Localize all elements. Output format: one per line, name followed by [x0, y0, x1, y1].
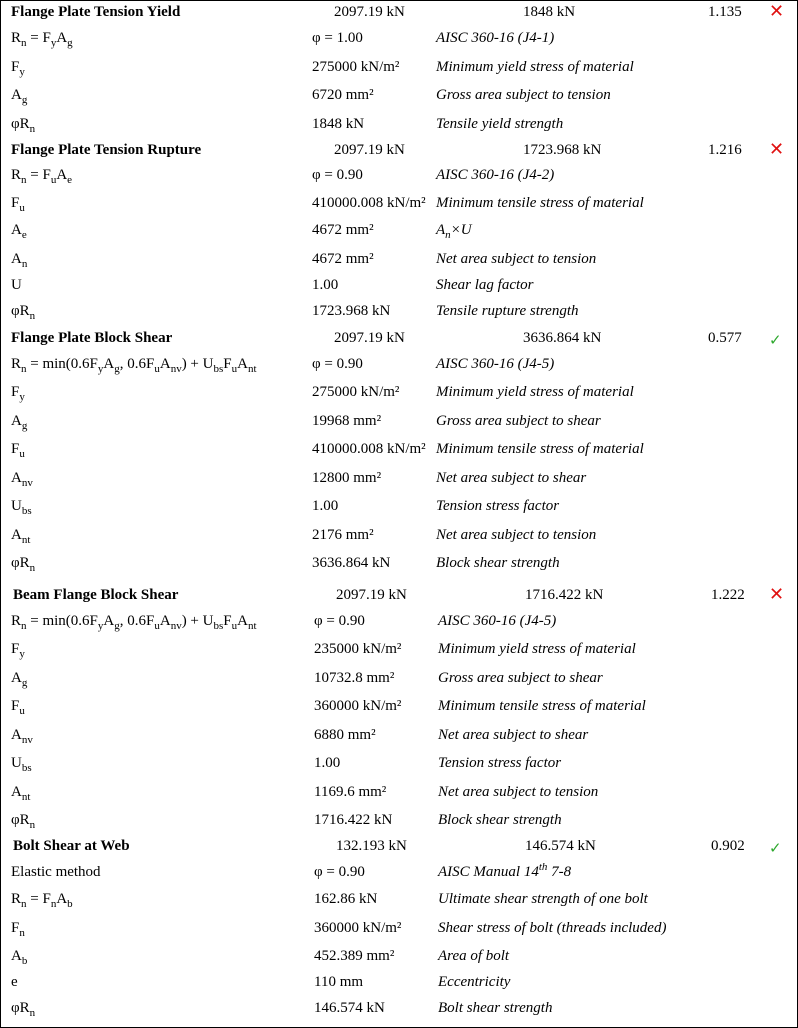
param-row	[1, 781, 797, 809]
param-row	[1, 410, 797, 438]
param-value: 4672 mm²	[312, 222, 374, 238]
symbol-e: e	[11, 974, 18, 990]
param-desc: Minimum yield stress of material	[436, 59, 634, 75]
formula-rn: $R_n = F_uA_e$	[11, 167, 73, 186]
symbol-ag: $A_g$	[11, 670, 28, 689]
symbol-ag: $A_g$	[11, 413, 28, 432]
phi-value: φ = 0.90	[314, 864, 365, 880]
param-row	[1, 945, 797, 973]
param-desc: Minimum yield stress of material	[438, 641, 636, 657]
param-desc: Gross area subject to shear	[438, 670, 603, 686]
symbol-fu: $F_u$	[11, 698, 25, 717]
phi-value: φ = 1.00	[312, 30, 363, 46]
capacity-value: 1723.968 kN	[523, 142, 602, 158]
param-desc: Shear lag factor	[436, 277, 534, 293]
param-desc: Net area subject to tension	[436, 527, 597, 543]
symbol-fu: $F_u$	[11, 441, 25, 460]
demand-value: 2097.19 kN	[334, 142, 405, 158]
reference: AISC 360-16 (J4-2)	[436, 167, 555, 183]
symbol-phi-rn: $\varphi R_n$	[11, 555, 36, 574]
section-header	[1, 835, 797, 863]
reference	[438, 861, 572, 881]
demand-value: 2097.19 kN	[334, 330, 405, 346]
formula-row	[1, 353, 797, 381]
pass-check-icon: ✓	[769, 333, 782, 349]
param-row	[1, 667, 797, 695]
formula-row	[1, 164, 797, 192]
param-row	[1, 84, 797, 112]
formula-row	[1, 610, 797, 638]
param-row	[1, 381, 797, 409]
ratio-value: 1.216	[708, 142, 742, 158]
section-title: Beam Flange Block Shear	[13, 587, 179, 603]
symbol-fy: $F_y$	[11, 59, 25, 78]
param-value: 146.574 kN	[314, 1000, 385, 1016]
formula-rn: $R_n = F_nA_b$	[11, 891, 73, 910]
param-desc: Block shear strength	[438, 812, 562, 828]
param-desc: Tensile yield strength	[436, 116, 564, 132]
param-desc: Shear stress of bolt (threads included)	[438, 920, 667, 936]
symbol-phi-rn: $\varphi R_n$	[11, 303, 36, 322]
demand-value: 2097.19 kN	[334, 4, 405, 20]
demand-value: 132.193 kN	[336, 838, 407, 854]
param-row	[1, 638, 797, 666]
pass-check-icon: ✓	[769, 841, 782, 857]
param-desc: Tensile rupture strength	[436, 303, 579, 319]
param-row	[1, 248, 797, 276]
param-row	[1, 917, 797, 945]
param-row	[1, 300, 797, 328]
reference-superscript: th	[538, 861, 548, 873]
param-desc: Net area subject to tension	[438, 784, 599, 800]
param-row	[1, 219, 797, 247]
method-label: Elastic method	[11, 864, 101, 880]
param-row	[1, 467, 797, 495]
param-desc: Bolt shear strength	[438, 1000, 553, 1016]
param-desc: Tension stress factor	[438, 755, 562, 771]
reference-text: AISC Manual 14th 7-8	[438, 861, 572, 880]
param-desc: Tension stress factor	[436, 498, 560, 514]
param-value: 1723.968 kN	[312, 303, 391, 319]
param-value: 410000.008 kN/m²	[312, 441, 426, 457]
param-value: 2176 mm²	[312, 527, 374, 543]
section-header	[1, 139, 797, 167]
symbol-ubs: $U_{bs}$	[11, 755, 32, 774]
symbol-fy: $F_y$	[11, 384, 25, 403]
param-desc: Ultimate shear strength of one bolt	[438, 891, 648, 907]
ratio-value: 0.577	[708, 330, 742, 346]
param-value: 110 mm	[314, 974, 364, 990]
symbol-an: $A_n$	[11, 251, 28, 270]
param-desc: Gross area subject to tension	[436, 87, 611, 103]
param-value: 1.00	[314, 755, 341, 771]
formula-row	[1, 888, 797, 916]
param-value: 6880 mm²	[314, 727, 376, 743]
param-desc: Net area subject to shear	[438, 727, 589, 743]
symbol-phi-rn: $\varphi R_n$	[11, 1000, 36, 1019]
param-value: 1169.6 mm²	[314, 784, 387, 800]
param-value: 235000 kN/m²	[314, 641, 402, 657]
param-value: 10732.8 mm²	[314, 670, 395, 686]
formula-rn: $R_n = \min(0.6F_yA_g$, $0.6F_uA_{nv}) + U_{bs}F_uA_{nt}$	[11, 356, 257, 375]
param-desc: Net area subject to shear	[436, 470, 587, 486]
param-value: 3636.864 kN	[312, 555, 391, 571]
fail-x-icon: ✕	[769, 139, 785, 159]
param-row	[1, 695, 797, 723]
section-title: Flange Plate Block Shear	[11, 330, 173, 346]
param-row	[1, 552, 797, 580]
param-row	[1, 861, 797, 889]
param-value: 6720 mm²	[312, 87, 374, 103]
param-row	[1, 524, 797, 552]
fail-x-icon: ✕	[769, 584, 785, 604]
param-desc: Minimum tensile stress of material	[436, 441, 644, 457]
param-desc: Minimum yield stress of material	[436, 384, 634, 400]
reference: AISC 360-16 (J4-5)	[438, 613, 557, 629]
demand-value: 2097.19 kN	[336, 587, 407, 603]
symbol-phi-rn: $\varphi R_n$	[11, 812, 36, 831]
ratio-value: 1.222	[711, 587, 745, 603]
capacity-value: 3636.864 kN	[523, 330, 602, 346]
symbol-ab: $A_b$	[11, 948, 28, 967]
symbol-anv: $A_{nv}$	[11, 470, 33, 489]
param-value: 1716.422 kN	[314, 812, 393, 828]
param-row	[1, 192, 797, 220]
param-value: 19968 mm²	[312, 413, 382, 429]
param-value: 275000 kN/m²	[312, 384, 400, 400]
param-desc: Minimum tensile stress of material	[438, 698, 646, 714]
param-value: 452.389 mm²	[314, 948, 395, 964]
section-title: Flange Plate Tension Rupture	[11, 142, 202, 158]
param-row	[1, 274, 797, 302]
param-value: 4672 mm²	[312, 251, 374, 267]
symbol-fu: $F_u$	[11, 195, 25, 214]
phi-value: φ = 0.90	[312, 167, 363, 183]
reference: AISC 360-16 (J4-5)	[436, 356, 555, 372]
formula-rn: $R_n = \min(0.6F_yA_g$, $0.6F_uA_{nv}) + U_{bs}F_uA_{nt}$	[11, 613, 257, 632]
param-row	[1, 724, 797, 752]
phi-value: φ = 0.90	[312, 356, 363, 372]
ratio-value: 1.135	[708, 4, 742, 20]
param-row	[1, 495, 797, 523]
formula-row	[1, 27, 797, 55]
param-row	[1, 113, 797, 141]
param-value: 1.00	[312, 498, 339, 514]
phi-value: φ = 0.90	[314, 613, 365, 629]
section-header	[1, 1, 797, 29]
param-desc: $A_n\times U$	[436, 222, 472, 241]
param-desc: Gross area subject to shear	[436, 413, 601, 429]
param-row	[1, 971, 797, 999]
param-row	[1, 997, 797, 1025]
param-desc: Block shear strength	[436, 555, 560, 571]
capacity-value: 1716.422 kN	[525, 587, 604, 603]
formula-rn: $R_n = F_yA_g$	[11, 30, 73, 49]
param-desc: Eccentricity	[438, 974, 511, 990]
fail-x-icon: ✕	[769, 1, 785, 21]
symbol-u: U	[11, 277, 22, 293]
symbol-ag: $A_g$	[11, 87, 28, 106]
ratio-value: 0.902	[711, 838, 745, 854]
reference: AISC 360-16 (J4-1)	[436, 30, 555, 46]
symbol-ae: $A_e$	[11, 222, 27, 241]
param-row	[1, 809, 797, 837]
param-row	[1, 438, 797, 466]
section-header	[1, 327, 797, 355]
param-value: 360000 kN/m²	[314, 920, 402, 936]
param-value: 1848 kN	[312, 116, 365, 132]
param-row	[1, 752, 797, 780]
symbol-phi-rn: $\varphi R_n$	[11, 116, 36, 135]
param-row	[1, 56, 797, 84]
capacity-value: 1848 kN	[523, 4, 576, 20]
param-value: 162.86 kN	[314, 891, 378, 907]
section-title: Bolt Shear at Web	[13, 838, 130, 854]
symbol-fn: $F_n$	[11, 920, 25, 939]
param-desc: Net area subject to tension	[436, 251, 597, 267]
symbol-ant: $A_{nt}$	[11, 784, 31, 803]
param-value: 410000.008 kN/m²	[312, 195, 426, 211]
section-header	[1, 584, 797, 612]
param-desc: Minimum tensile stress of material	[436, 195, 644, 211]
param-value: 360000 kN/m²	[314, 698, 402, 714]
param-value: 1.00	[312, 277, 339, 293]
symbol-anv: $A_{nv}$	[11, 727, 33, 746]
param-desc: Area of bolt	[438, 948, 510, 964]
param-value: 275000 kN/m²	[312, 59, 400, 75]
symbol-ant: $A_{nt}$	[11, 527, 31, 546]
symbol-ubs: $U_{bs}$	[11, 498, 32, 517]
capacity-value: 146.574 kN	[525, 838, 596, 854]
section-title: Flange Plate Tension Yield	[11, 4, 181, 20]
param-value: 12800 mm²	[312, 470, 382, 486]
symbol-fy: $F_y$	[11, 641, 25, 660]
